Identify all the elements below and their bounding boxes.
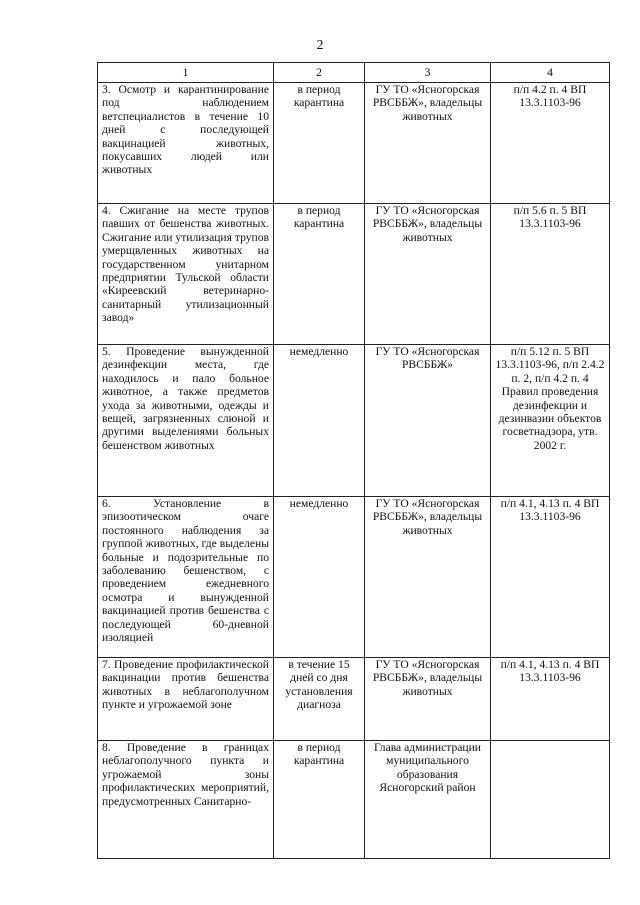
term-cell: в период карантина [274,741,365,859]
measure-text: 7. Проведение профилактической вакцинации против бешенства животных в неблагополучном пункте и угрожаемой зоне [102,658,269,712]
table-row [98,204,610,345]
measure-cell [98,83,274,204]
measure-text: 3. Осмотр и карантинирование под наблюдением ветспециалистов в течение 10 дней с последующей вакцинацией животных, покусавших людей или животных [102,83,269,177]
responsible-cell: ГУ ТО «Ясногорская РВСББЖ», владельцы животных [365,497,491,658]
basis-cell: п/п 5.6 п. 5 ВП 13.3.1103-96 [491,204,610,345]
responsible-cell: ГУ ТО «Ясногорская РВСББЖ», владельцы животных [365,658,491,741]
column-header: 3 [365,63,491,83]
measure-cell [98,658,274,741]
measure-cell [98,345,274,497]
term-cell: в течение 15 дней со дня установления диагноза [274,658,365,741]
measure-text: 5. Проведение вынужденной дезинфекции места, где находилось и пало больное животное, а также предметов ухода за животными, одежды и вещей, загрязненных слюной и другими выделениями больных бешенством животных [102,345,269,452]
measure-cell [98,204,274,345]
measures-table [97,62,610,859]
responsible-cell: Глава администрации муниципального образования Ясногорский район [365,741,491,859]
column-header: 1 [98,63,274,83]
basis-cell: п/п 4.1, 4.13 п. 4 ВП 13.3.1103-96 [491,658,610,741]
term-cell: немедленно [274,345,365,497]
table-row [98,658,610,741]
basis-cell: п/п 4.1, 4.13 п. 4 ВП 13.3.1103-96 [491,497,610,658]
term-cell: в период карантина [274,204,365,345]
table-header-row [98,63,610,83]
table-row [98,345,610,497]
table-row [98,83,610,204]
table-row [98,741,610,859]
page-number: 2 [316,38,324,53]
measure-text: 4. Сжигание на месте трупов павших от бешенства животных. Сжигание или утилизация трупов умерщвленных животных на государственном унитарном предприятии Тульской области «Киреевский ветеринарно-санитарный утилизационный завод» [102,204,269,325]
basis-cell [491,741,610,859]
table-row [98,497,610,658]
term-cell: немедленно [274,497,365,658]
measure-cell [98,741,274,859]
responsible-cell: ГУ ТО «Ясногорская РВСББЖ», владельцы животных [365,83,491,204]
column-header: 4 [491,63,610,83]
responsible-cell: ГУ ТО «Ясногорская РВСББЖ», владельцы животных [365,204,491,345]
measure-cell [98,497,274,658]
term-cell: в период карантина [274,83,365,204]
measure-text: 8. Проведение в границах неблагополучного пункта и угрожаемой зоны профилактических мероприятий, предусмотренных Санитарно- [102,741,269,808]
basis-cell: п/п 5.12 п. 5 ВП 13.3.1103-96, п/п 2.4.2 п. 2, п/п 4.2 п. 4 Правил проведения дезинфекции и дезинвазии объектов госветнадзора, утв. 2002 г. [491,345,610,497]
basis-cell: п/п 4.2 п. 4 ВП 13.3.1103-96 [491,83,610,204]
responsible-cell: ГУ ТО «Ясногорская РВСББЖ» [365,345,491,497]
column-header: 2 [274,63,365,83]
measure-text: 6. Установление в эпизоотическом очаге постоянного наблюдения за группой животных, где выделены больные и подозрительные по заболеванию бешенством, с проведением ежедневного осмотра и вынужденной вакцинацией против бешенства с последующей 60-дневной изоляцией [102,497,269,645]
